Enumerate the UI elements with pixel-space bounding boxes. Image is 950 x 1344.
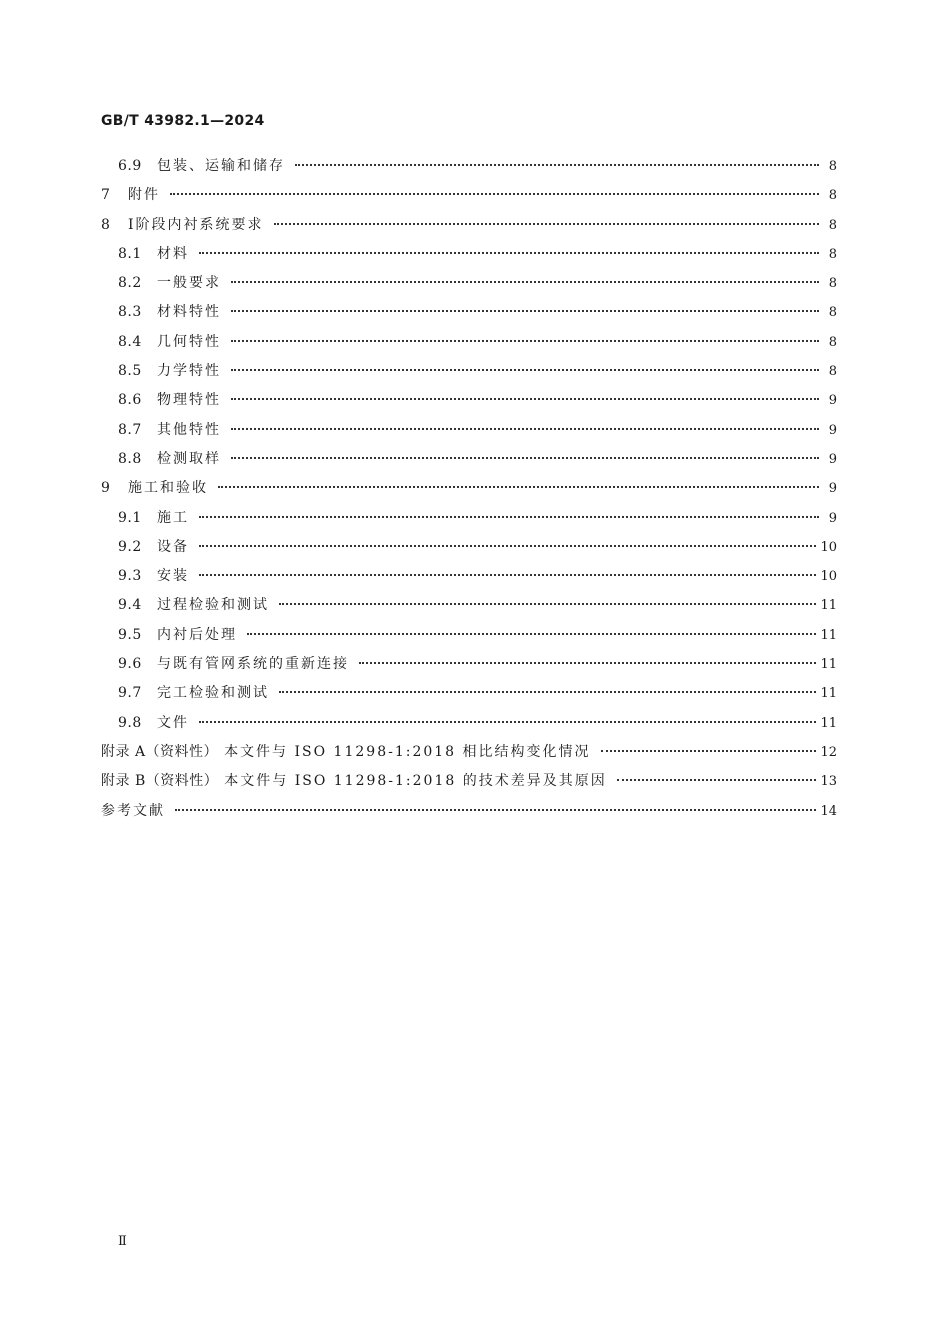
toc-entry[interactable] (101, 240, 837, 269)
toc-entry-number: 9.5 (118, 626, 142, 643)
dot-leader (199, 720, 816, 723)
toc-entry[interactable] (101, 797, 837, 826)
toc-entry-page: 8 (828, 305, 837, 321)
toc-entry-title: 一般要求 (157, 275, 221, 292)
toc-entry-number: 9.4 (118, 597, 142, 614)
toc-entry[interactable] (101, 416, 837, 445)
toc-entry[interactable] (101, 211, 837, 240)
toc-entry-page: 8 (828, 276, 837, 292)
dot-leader (274, 222, 819, 225)
toc-entry[interactable] (101, 621, 837, 650)
toc-entry[interactable] (101, 328, 837, 357)
dot-leader (279, 690, 816, 693)
dot-leader (247, 632, 816, 635)
dot-leader (175, 808, 816, 811)
toc-entry-number: 9 (101, 480, 111, 497)
toc-entry-title: 材料 (157, 245, 189, 262)
toc-entry-title: 完工检验和测试 (157, 685, 269, 702)
toc-entry-page: 11 (820, 627, 837, 643)
toc-entry-title: 过程检验和测试 (157, 597, 269, 614)
toc-entry-page: 10 (820, 569, 837, 585)
toc-entry-page: 9 (828, 510, 837, 526)
toc-entry-title: 其他特性 (157, 421, 221, 438)
dot-leader (601, 749, 817, 752)
toc-entry-title: Ⅰ阶段内衬系统要求 (128, 216, 264, 233)
toc-entry[interactable] (101, 298, 837, 327)
toc-entry[interactable] (101, 591, 837, 620)
toc-entry-page: 13 (820, 774, 837, 790)
toc-entry-page: 9 (828, 481, 837, 497)
dot-leader (231, 397, 819, 400)
dot-leader (359, 661, 816, 664)
toc-entry-page: 9 (828, 451, 837, 467)
toc-entry[interactable] (101, 445, 837, 474)
toc-entry[interactable] (101, 152, 837, 181)
toc-entry[interactable] (101, 562, 837, 591)
toc-entry-page: 10 (820, 539, 837, 555)
dot-leader (199, 515, 819, 518)
toc-entry-title: 力学特性 (157, 363, 221, 380)
toc-entry-page: 14 (820, 803, 837, 819)
dot-leader (231, 309, 819, 312)
toc-entry-title: 设备 (157, 538, 189, 555)
toc-entry-title: 参考文献 (101, 802, 165, 819)
toc-entry[interactable] (101, 181, 837, 210)
dot-leader (295, 163, 819, 166)
toc-entry-number: 8 (101, 216, 111, 233)
toc-entry-page: 11 (820, 657, 837, 673)
toc-entry[interactable] (101, 357, 837, 386)
toc-entry-title: 施工 (157, 509, 189, 526)
toc-entry-page: 8 (828, 217, 837, 233)
toc-entry[interactable] (101, 504, 837, 533)
toc-entry-number: 附录 B（资料性） (101, 773, 219, 790)
toc-entry-number: 9.7 (118, 685, 142, 702)
dot-leader (231, 368, 819, 371)
toc-entry-title: 与既有管网系统的重新连接 (157, 656, 349, 673)
dot-leader (231, 339, 819, 342)
toc-entry[interactable] (101, 386, 837, 415)
toc-entry-title: 文件 (157, 714, 189, 731)
toc-entry-title: 几何特性 (157, 333, 221, 350)
dot-leader (218, 485, 819, 488)
dot-leader (199, 251, 819, 254)
toc-entry-page: 11 (820, 715, 837, 731)
document-code: GB/T 43982.1—2024 (101, 113, 265, 129)
toc-entry[interactable] (101, 269, 837, 298)
toc-entry-page: 8 (828, 334, 837, 350)
toc-entry-number: 7 (101, 187, 111, 204)
toc-entry-title: 包装、运输和储存 (157, 158, 285, 174)
toc-entry-title: 内衬后处理 (157, 626, 237, 643)
dot-leader (199, 573, 816, 576)
toc-entry-number: 8.4 (118, 333, 142, 350)
toc-entry-page: 11 (820, 598, 837, 614)
toc-entry-page: 9 (828, 393, 837, 409)
dot-leader (231, 280, 819, 283)
toc-entry-title: 检测取样 (157, 450, 221, 467)
toc-entry[interactable] (101, 709, 837, 738)
toc-entry-page: 8 (828, 364, 837, 380)
toc-entry-page: 12 (820, 744, 837, 760)
toc-entry-page: 8 (828, 159, 837, 174)
toc-entry-number: 8.1 (118, 245, 142, 262)
toc-entry-number: 8.8 (118, 450, 142, 467)
toc-entry-title: 本文件与 ISO 11298-1:2018 的技术差异及其原因 (224, 773, 607, 790)
dot-leader (617, 778, 817, 781)
toc-entry-number: 9.8 (118, 714, 142, 731)
page-number: Ⅱ (118, 1234, 127, 1249)
toc-entry-number: 9.2 (118, 538, 142, 555)
toc-entry-number: 8.5 (118, 363, 142, 380)
dot-leader (231, 456, 819, 459)
toc-entry-number: 8.2 (118, 275, 142, 292)
toc-entry-number: 9.3 (118, 568, 142, 585)
toc-entry-title: 物理特性 (157, 392, 221, 409)
toc-entry-title: 附件 (128, 187, 160, 204)
toc-entry[interactable] (101, 474, 837, 503)
dot-leader (279, 602, 816, 605)
dot-leader (231, 427, 819, 430)
toc-entry-title: 安装 (157, 568, 189, 585)
toc-entry-title: 本文件与 ISO 11298-1:2018 相比结构变化情况 (224, 743, 591, 760)
toc-entry-number: 9.1 (118, 509, 142, 526)
toc-entry-number: 8.7 (118, 421, 142, 438)
toc-entry[interactable] (101, 650, 837, 679)
toc-entry[interactable] (101, 533, 837, 562)
table-of-contents (101, 152, 837, 826)
toc-entry[interactable] (101, 679, 837, 708)
toc-entry-page: 9 (828, 422, 837, 438)
toc-entry-page: 8 (828, 246, 837, 262)
toc-entry-number: 9.6 (118, 656, 142, 673)
toc-entry-title: 材料特性 (157, 304, 221, 321)
toc-entry[interactable] (101, 738, 837, 767)
toc-entry[interactable] (101, 767, 837, 796)
dot-leader (170, 192, 819, 195)
toc-entry-page: 11 (820, 686, 837, 702)
toc-entry-number: 附录 A（资料性） (101, 743, 219, 760)
toc-entry-page: 8 (828, 188, 837, 204)
toc-entry-number: 6.9 (118, 158, 142, 174)
toc-entry-number: 8.3 (118, 304, 142, 321)
toc-entry-title: 施工和验收 (128, 480, 208, 497)
toc-entry-number: 8.6 (118, 392, 142, 409)
dot-leader (199, 544, 816, 547)
